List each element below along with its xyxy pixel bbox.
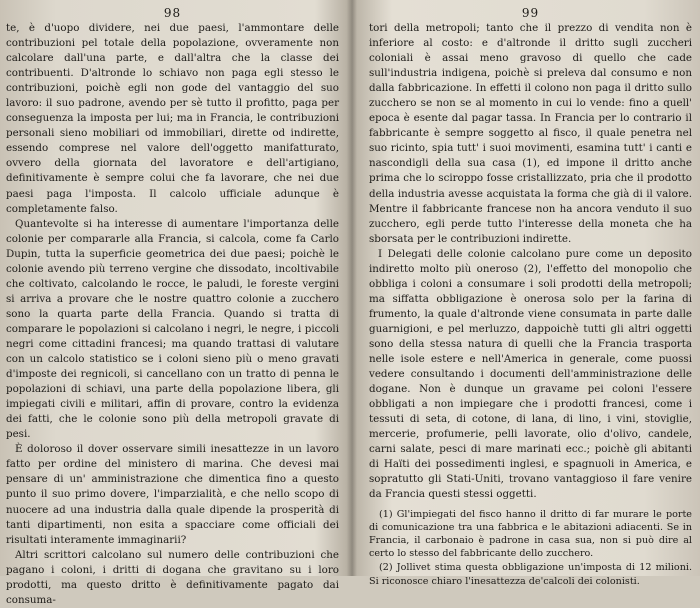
paragraph: tori della metropoli; tanto che il prezzo di vendita non è inferiore al costo: e d'altronde il dritto sugli zuccheri coloniali è assai meno gravoso di quello che cade sull'industria indigena, poichè si preleva dal consumo e non dalla fabbricazione. In effetti il colono non paga il dritto sullo zucchero se non se al momento in cui lo vende: fino a quell' epoca è esente dal pagar tassa. In Francia per lo contrario il fabbricante è sempre soggetto al fisco, il quale penetra nel suo ricinto, spia tutt' i suoi movimenti, esamina tutt' i canti e nascondigli della sua casa (1), ed impone il dritto anche prima che lo sciroppo fosse cristallizzato, pria che il prodotto della industria avesse acquistata la forma che già di il valore. Mentre il fabbricante francese non ha ancora venduto il suo zucchero, egli perde tutto l'interesse della moneta che ha sborsata per le contribuzioni indirette.	[369, 22, 692, 245]
paragraph: Quantevolte si ha interesse di aumentare l'importanza delle colonie per compararle alla Francia, si calcola, come fa Carlo Dupin, tutta la superficie geometrica dei due paesi; poichè le colonie avendo più terreno vergine che dissodato, incoltivabile che coltivato, calcolando le rocce, le paludi, le foreste vergini si arriva a provare che le nostre quattro colonie a zucchero sono la quarta parte della Francia. Quando si tratta di comparare le popolazioni si calcolano i negri, le negre, i piccoli negri come cittadini francesi; ma quando trattasi di valutare con un calcolo statistico se i coloni sieno più o meno gravati d'imposte dei regnicoli, si cancellano con un tratto di penna le popolazioni di schiavi, una parte della popolazione libera, gli impiegati civili e militari, affin di provare, contro la evidenza dei fatti, che le colonie sono più della metropoli gravate di pesi.	[6, 217, 339, 441]
footnotes	[369, 508, 692, 588]
left-page	[0, 0, 349, 606]
right-page	[351, 0, 700, 587]
page-number: 98	[163, 6, 182, 20]
page-body	[369, 21, 692, 503]
footnote: (2) Jollivet stima questa obbligazione un'imposta di 12 milioni. Si riconosce chiaro l'inesattezza de'calcoli dei colonisti.	[369, 562, 692, 587]
paragraph: Altri scrittori calcolano sul numero delle contribuzioni che pagano i coloni, i dritti di dogana che gravitano su i loro prodotti, ma questo dritto è definitivamente pagato dai consuma-	[6, 548, 339, 606]
paragraph: I Delegati delle colonie calcolano pure come un deposito indiretto molto più oneroso (2), l'effetto del monopolio che obbliga i coloni a consumare i soli prodotti della metropoli; ma siffatta obbligazione è onerosa solo per la farina di frumento, la quale d'altronde viene consumata in parte dalle guarnigioni, e pel merluzzo, dappoichè tutti gli altri oggetti sono della stessa natura di quelli che la Francia trasporta nelle isole estere e nell'America in generale, come puossi vedere consultando i documenti dell'amministrazione delle dogane. Non è dunque un gravame pei coloni l'essere obbligati a non impiegare che i prodotti francesi, come i tessuti di seta, di cotone, di lana, di lino, i vini, stoviglie, mercerie, profumerie, pelli lavorate, olio d'olivo, candele, carni salate, pesci di mare marinati ecc.; poichè gli abitanti di Haïti dei possedimenti inglesi, e spagnuoli in America, e sopratutto gli Stati-Uniti, trovano vantaggioso il fare venire da Francia questi stessi oggetti.	[369, 247, 692, 501]
page-number: 99	[521, 6, 540, 20]
paragraph: te, è d'uopo dividere, nei due paesi, l'ammontare delle contribuzioni pel totale della popolazione, ovveramente non calcolare dall'una parte, e dall'altra che la classe dei contribuenti. D'altronde lo schiavo non paga egli stesso le contribuzioni, poichè egli non gode del vantaggio del suo lavoro: il suo padrone, avendo per sè tutto il profitto, paga per conseguenza la imposta per lui; ma in Francia, le contribuzioni personali sieno mobiliari od immobiliari, dirette od indirette, essendo comprese nel valore dell'oggetto manifatturato, ovvero della giornata del lavoratore e dell'artigiano, definitivamente è sempre colui che fa lavorare, che nei due paesi paga l'imposta. Il calcolo ufficiale adunque è completamente falso.	[6, 22, 339, 215]
paragraph: È doloroso il dover osservare simili inesattezze in un lavoro fatto per ordine del ministero di marina. Che devesi mai pensare di un' amministrazione che dimentica fino a questo punto il suo primo dovere, l'imparzialità, e che nello scopo di nuocere ad una industria dalla quale dipende la prosperità di tanti dipartimenti, non esita a spacciare come officiali dei risultati interamente immaginarii?	[6, 443, 339, 546]
page-body	[6, 21, 339, 608]
footnote: (1) Gl'impiegati del fisco hanno il dritto di far murare le porte di comunicazione tra una fabbrica e le abitazioni adiacenti. Se in Francia, il carbonaio è padrone in casa sua, non si può dire al certo lo stesso del fabbricante dello zucchero.	[369, 508, 692, 560]
